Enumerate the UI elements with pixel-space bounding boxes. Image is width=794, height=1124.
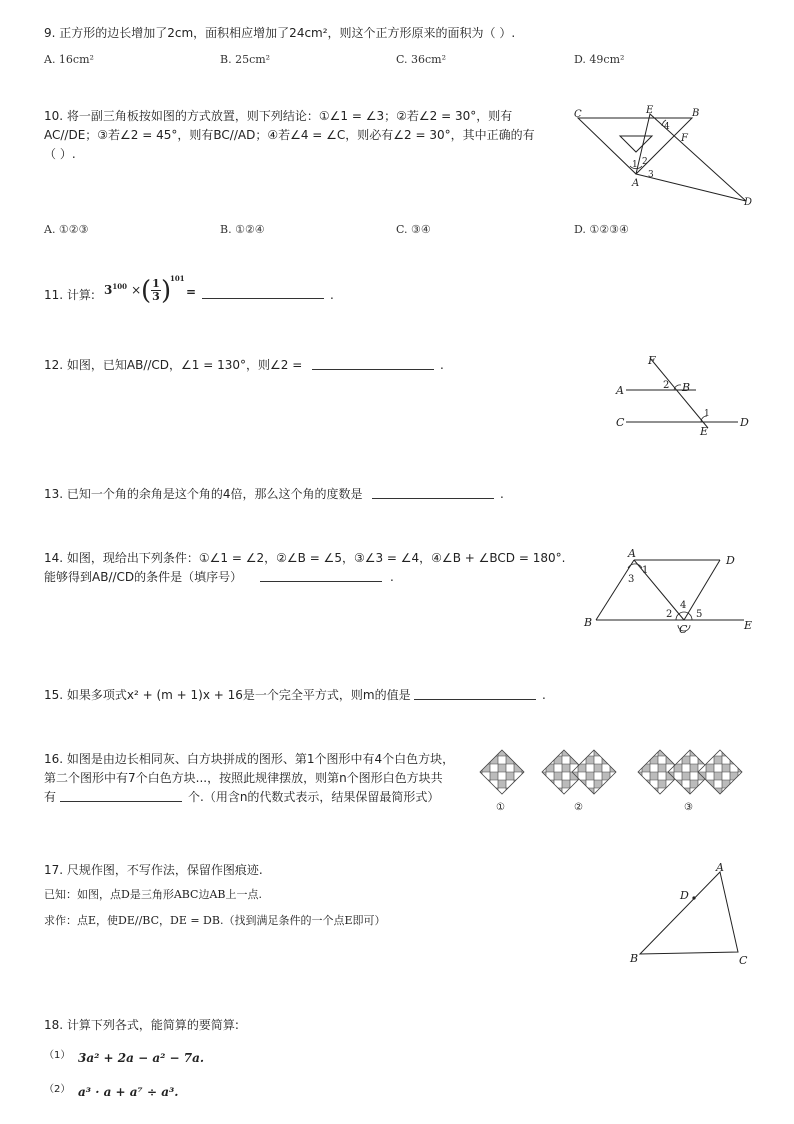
q9-option-a: A. 16cm² (44, 53, 94, 66)
q17-label-b: B (630, 952, 639, 965)
q12-label-c: C (616, 416, 625, 429)
q9-option-b: B. 25cm² (220, 53, 271, 66)
q12-answer-blank[interactable] (312, 356, 434, 370)
q13-answer-blank[interactable] (372, 485, 494, 499)
q18-title: 18. 计算下列各式，能简算的要简算: (44, 1018, 239, 1032)
q9-option-c: C. 36cm² (396, 53, 447, 66)
q16-line3a: 有 (44, 790, 57, 804)
q14-angle-4: 4 (680, 600, 687, 611)
q18-item1-number: （1） (44, 1050, 71, 1061)
q14-figure (578, 544, 758, 636)
q11-base: 3 (104, 283, 113, 297)
q12-label-a: A (616, 384, 624, 397)
q14-label-b: B (584, 616, 593, 629)
q11-times: × (131, 283, 142, 297)
q11-numerator: 1 (152, 277, 160, 290)
q16-caption-3: ③ (684, 802, 693, 813)
q10-option-a: A. ①②③ (44, 223, 89, 236)
q17-label-c: C (739, 954, 748, 967)
q16-caption-1: ① (496, 802, 505, 813)
q10-label-d: D (744, 197, 753, 208)
q10-option-b: B. ①②④ (220, 223, 265, 236)
q11-prefix: 11. 计算: (44, 288, 95, 302)
q16-caption-2: ② (574, 802, 583, 813)
q10-line1: 10. 将一副三角板按如图的方式放置，则下列结论：①∠1 = ∠3；②若∠2 = 30°，则有 (44, 109, 513, 123)
q10-figure (566, 100, 766, 212)
q12-angle-2: 2 (663, 380, 670, 391)
q10-label-a: A (632, 178, 640, 189)
q14-line1: 14. 如图，现给出下列条件：①∠1 = ∠2，②∠B = ∠5，③∠3 = ∠4，④∠B + ∠BCD = 180°. (44, 551, 566, 565)
q9-stem: 9. 正方形的边长增加了2cm，面积相应增加了24cm²，则这个正方形原来的面积为（ ）. (44, 26, 516, 40)
q14-angle-3: 3 (628, 574, 635, 585)
q9-option-d: D. 49cm² (574, 53, 625, 66)
q16-pattern-2 (542, 750, 616, 794)
q15-answer-blank[interactable] (414, 686, 536, 700)
q11-paren-right: ) (161, 276, 172, 306)
q10-angle-3: 3 (648, 170, 654, 180)
q10-line2: AC//DE；③若∠2 = 45°，则有BC//AD；④若∠4 = ∠C，则必有∠2 = 30°，其中正确的有 (44, 128, 535, 142)
q18-item2-expression: a³ · a + a⁷ ÷ a³. (78, 1085, 179, 1099)
q12-figure (608, 348, 758, 440)
q15-stem: 15. 如果多项式x² + (m + 1)x + 16是一个完全平方式，则m的值是 (44, 688, 411, 702)
q11-denominator: 3 (152, 290, 160, 303)
q17-find: 求作：点E，使DE//BC，DE = DB.（找到满足条件的一个点E即可） (44, 914, 386, 927)
q16-line2: 第二个图形中有7个白色方块...，按照此规律摆放，则第n个图形白色方块共 (44, 771, 443, 785)
q14-angle-5: 5 (696, 609, 703, 620)
q16-line1: 16. 如图是由边长相同灰、白方块拼成的图形、第1个图形中有4个白色方块， (44, 752, 455, 766)
q17-label-a: A (716, 861, 724, 874)
q10-angle-4: 4 (664, 122, 670, 132)
q18-item2-number: （2） (44, 1084, 71, 1095)
q11-equals: = (186, 285, 197, 299)
q11-answer-blank[interactable] (202, 285, 324, 299)
q11-expression (104, 282, 141, 297)
q14-label-c: C (679, 623, 688, 636)
q13-stem: 13. 已知一个角的余角是这个角的4倍，那么这个角的度数是 (44, 487, 363, 501)
q10-label-f: F (681, 133, 688, 144)
q15-end: . (542, 688, 546, 702)
q16-pattern-figure (474, 740, 758, 816)
q17-title: 17. 尺规作图，不写作法，保留作图痕迹. (44, 863, 263, 877)
q17-label-d: D (680, 889, 689, 902)
q12-label-d: D (740, 416, 749, 429)
q16-pattern-3 (638, 750, 742, 794)
q10-option-d: D. ①②③④ (574, 223, 629, 236)
q14-label-a: A (628, 547, 636, 560)
q11-paren-left: ( (141, 276, 152, 306)
q18-item1-expression: 3a² + 2a − a² − 7a. (78, 1051, 205, 1065)
q16-pattern-1 (480, 750, 524, 794)
q10-label-e: E (646, 105, 654, 116)
q16-line3b: 个.（用含n的代数式表示，结果保留最简形式） (188, 790, 440, 804)
q12-end: . (440, 358, 444, 372)
q16-answer-blank[interactable] (60, 788, 182, 802)
q10-label-b: B (692, 108, 700, 119)
q14-label-e: E (744, 619, 753, 632)
q12-stem: 12. 如图，已知AB//CD，∠1 = 130°，则∠2 = (44, 358, 303, 372)
q12-label-e: E (700, 425, 709, 438)
q11-exp2: 101 (170, 274, 185, 283)
q10-label-c: C (574, 109, 582, 120)
q13-end: . (500, 487, 504, 501)
q14-angle-2: 2 (666, 609, 673, 620)
q14-answer-blank[interactable] (260, 568, 382, 582)
q12-label-f: F (648, 354, 656, 367)
q10-line3: （ ）. (44, 147, 76, 161)
q12-angle-1: 1 (704, 409, 710, 419)
q11-exp: 100 (112, 282, 127, 291)
q11-fraction (151, 278, 161, 303)
q10-angle-1: 1 (632, 160, 638, 170)
q17-figure (624, 858, 758, 970)
q10-option-c: C. ③④ (396, 223, 431, 236)
q12-label-b: B (682, 381, 691, 394)
q10-angle-2: 2 (642, 157, 648, 167)
q14-end: . (390, 570, 394, 584)
q14-label-d: D (726, 554, 735, 567)
q14-line2: 能够得到AB//CD的条件是（填序号） (44, 570, 243, 584)
q11-end: . (330, 288, 334, 302)
q14-angle-1: 1 (642, 565, 649, 576)
q17-known: 已知：如图，点D是三角形ABC边AB上一点. (44, 888, 262, 901)
